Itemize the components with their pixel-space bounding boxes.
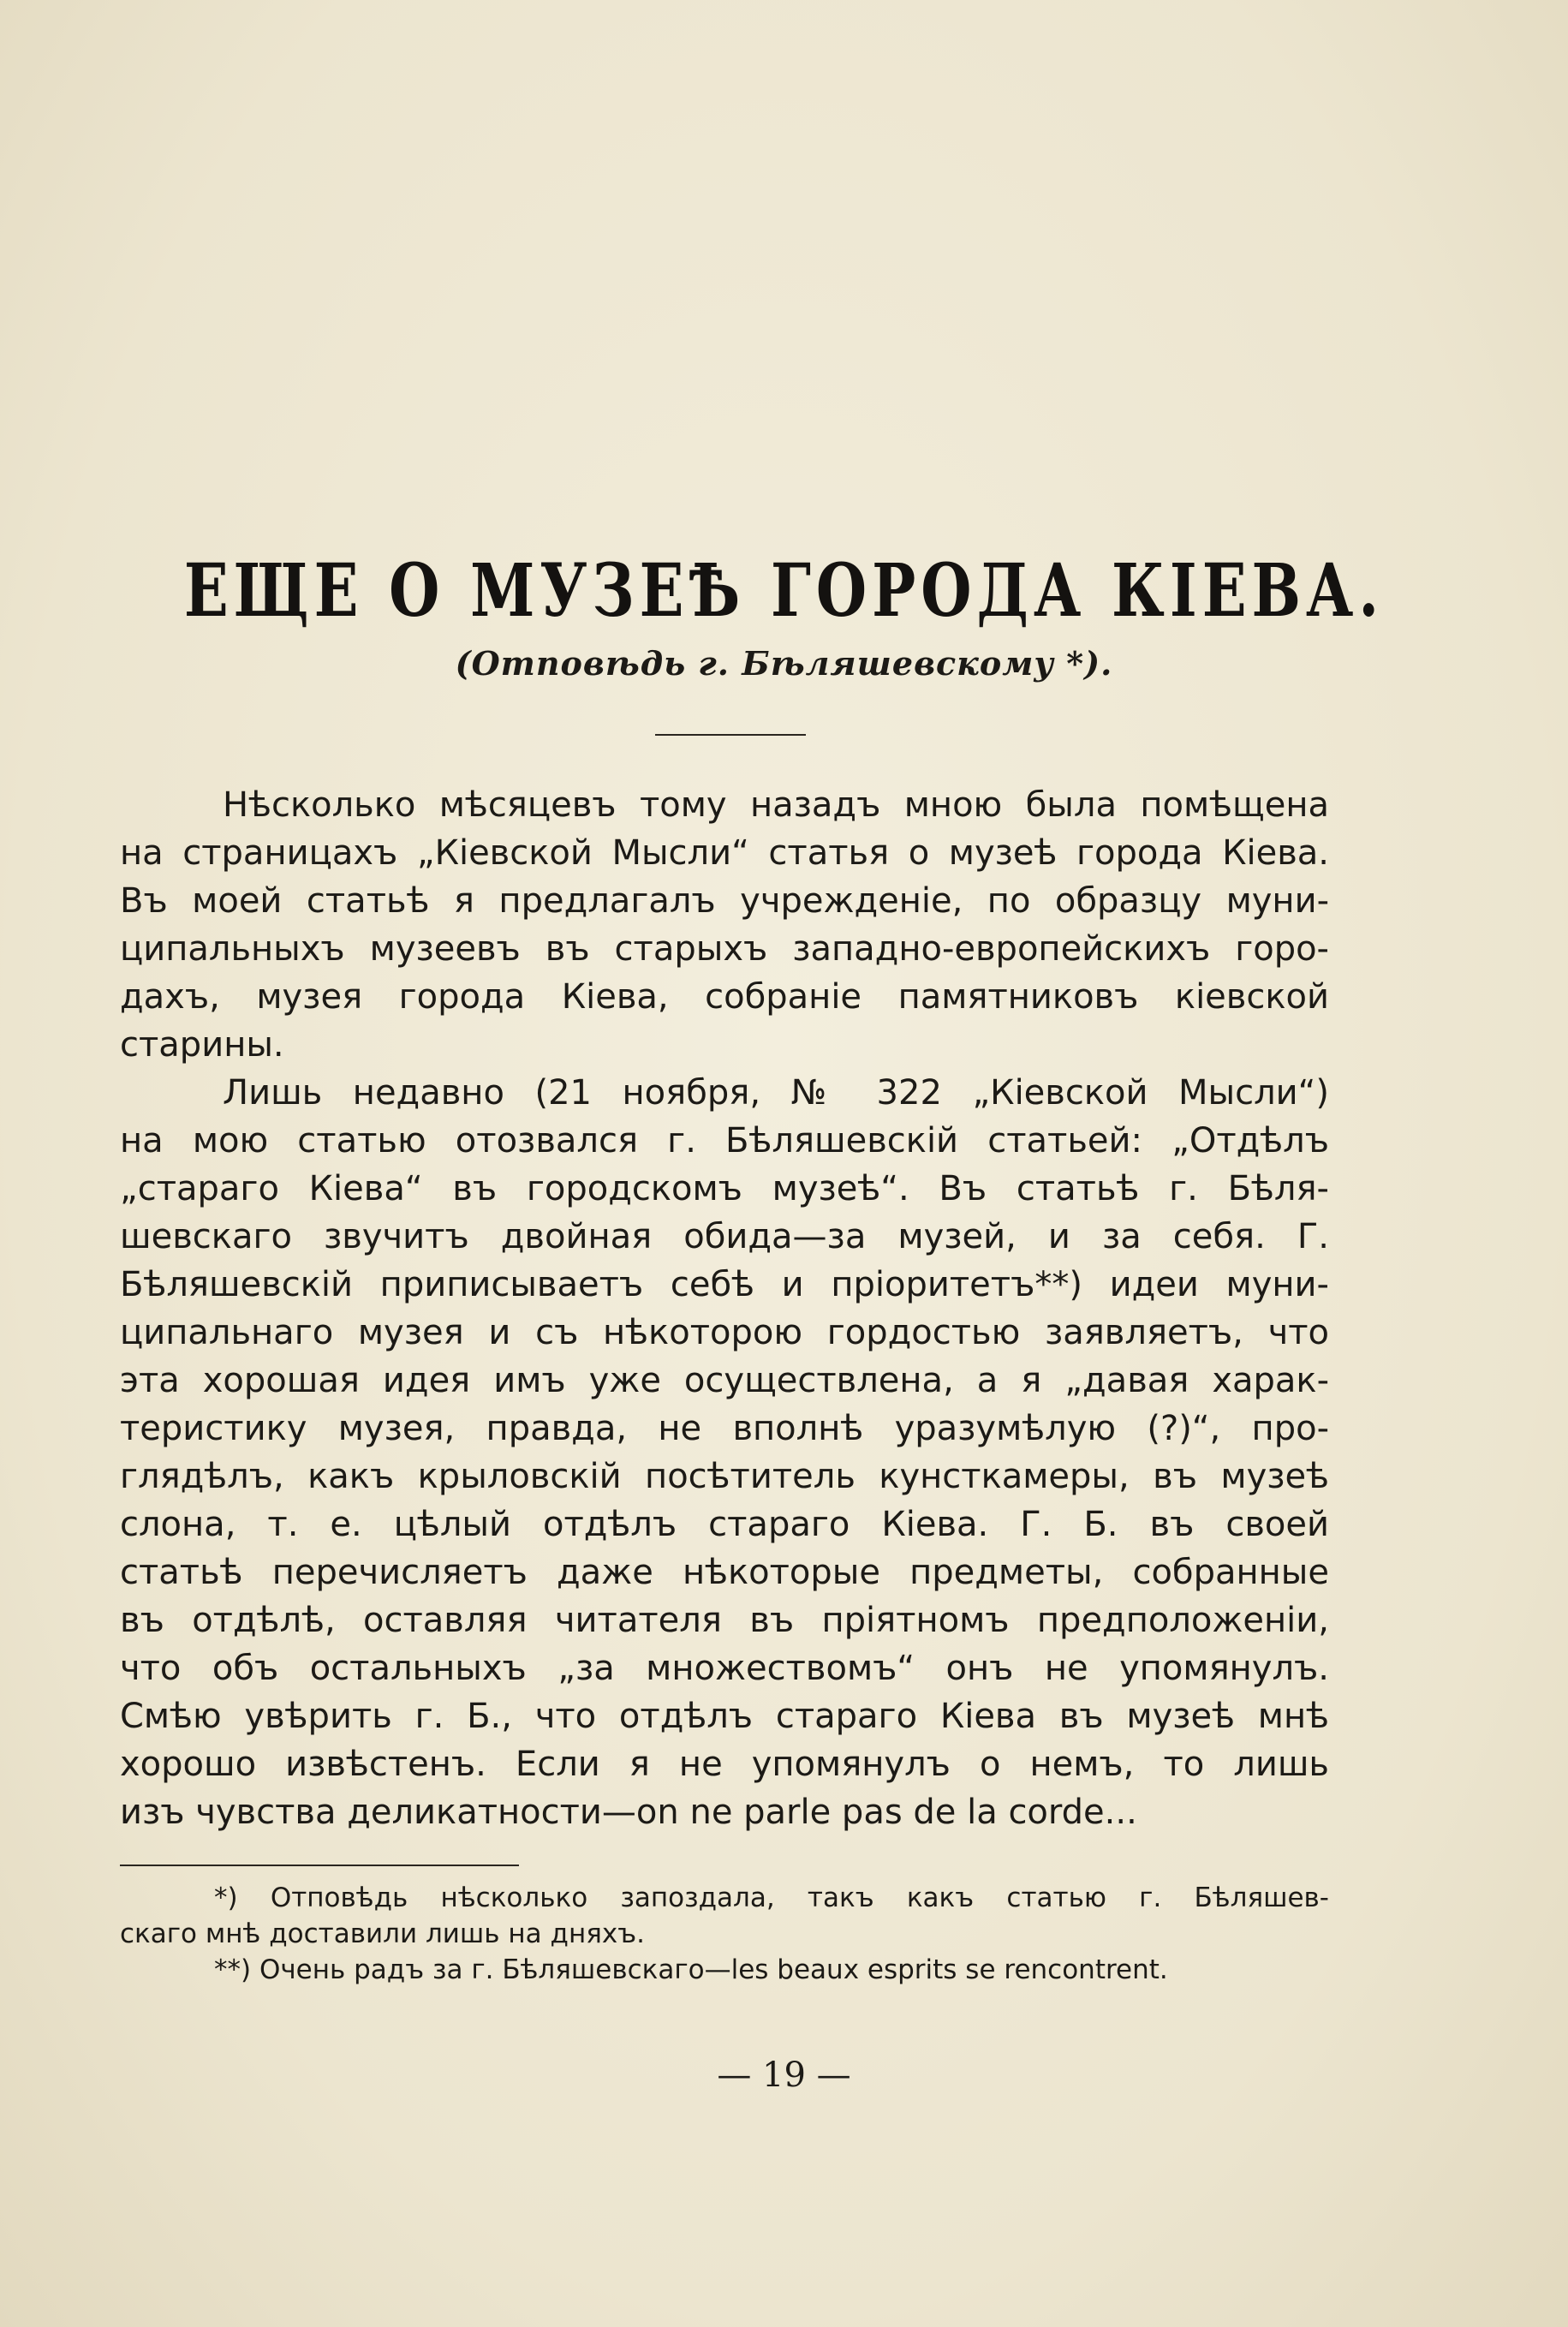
article-body xyxy=(120,781,1329,1836)
footnote-divider xyxy=(120,1865,519,1866)
text-line: на мою статью отозвался г. Бѣляшевскій статьей: „Отдѣлъ xyxy=(120,1121,1329,1161)
text-line: глядѣлъ, какъ крыловскій посѣтитель кунсткамеры, въ музеѣ xyxy=(120,1457,1329,1496)
text-line: Нѣсколько мѣсяцевъ тому назадъ мною была помѣщена xyxy=(223,785,1329,825)
page-number: — 19 — xyxy=(717,2056,851,2095)
article-title: ЕЩЕ О МУЗЕѢ ГОРОДА КІЕВА. xyxy=(183,548,1385,634)
text-line: на страницахъ „Кіевской Мысли“ статья о музеѣ города Кіева. xyxy=(120,833,1329,873)
text-line: Смѣю увѣрить г. Б., что отдѣлъ стараго Кіева въ музеѣ мнѣ xyxy=(120,1697,1329,1736)
text-line: Лишь недавно (21 ноября, № 322 „Кіевской Мысли“) xyxy=(223,1073,1329,1113)
text-line: ципальныхъ музеевъ въ старыхъ западно-европейскихъ горо- xyxy=(120,929,1329,969)
text-line: шевскаго звучитъ двойная обида—за музей, и за себя. Г. xyxy=(120,1217,1329,1256)
text-line: слона, т. е. цѣлый отдѣлъ стараго Кіева. Г. Б. въ своей xyxy=(120,1505,1329,1544)
text-line: изъ чувства деликатности—on ne parle pas de la corde... xyxy=(120,1793,1137,1832)
footnotes xyxy=(120,1880,1329,1988)
text-line: что объ остальныхъ „за множествомъ“ онъ не упомянулъ. xyxy=(120,1649,1329,1688)
title-divider xyxy=(655,734,806,736)
text-line: дахъ, музея города Кіева, собраніе памятниковъ кіевской xyxy=(120,977,1329,1017)
footnote-line: *) Отповѣдь нѣсколько запоздала, такъ какъ статью г. Бѣляшев- xyxy=(214,1882,1329,1913)
text-line: „стараго Кіева“ въ городскомъ музеѣ“. Въ статьѣ г. Бѣля- xyxy=(120,1169,1329,1208)
text-line: въ отдѣлѣ, оставляя читателя въ пріятномъ предположеніи, xyxy=(120,1601,1329,1640)
footnote-line: **) Очень радъ за г. Бѣляшевскаго—les beaux esprits se rencontrent. xyxy=(214,1954,1168,1985)
text-line: статьѣ перечисляетъ даже нѣкоторые предметы, собранные xyxy=(120,1553,1329,1592)
text-line: теристику музея, правда, не вполнѣ уразумѣлую (?)“, про- xyxy=(120,1409,1329,1448)
text-line: старины. xyxy=(120,1025,284,1065)
text-line: Въ моей статьѣ я предлагалъ учрежденіе, по образцу муни- xyxy=(120,881,1329,921)
text-line: Бѣляшевскій приписываетъ себѣ и пріоритетъ**) идеи муни- xyxy=(120,1265,1329,1304)
text-line: эта хорошая идея имъ уже осуществлена, а я „давая харак- xyxy=(120,1361,1329,1400)
article-subtitle: (Отповѣдь г. Бѣляшевскому *). xyxy=(455,644,1113,683)
text-line: ципальнаго музея и съ нѣкоторою гордостью заявляетъ, что xyxy=(120,1313,1329,1352)
footnote-line: скаго мнѣ доставили лишь на дняхъ. xyxy=(120,1918,645,1949)
text-line: хорошо извѣстенъ. Если я не упомянулъ о немъ, то лишь xyxy=(120,1745,1329,1784)
